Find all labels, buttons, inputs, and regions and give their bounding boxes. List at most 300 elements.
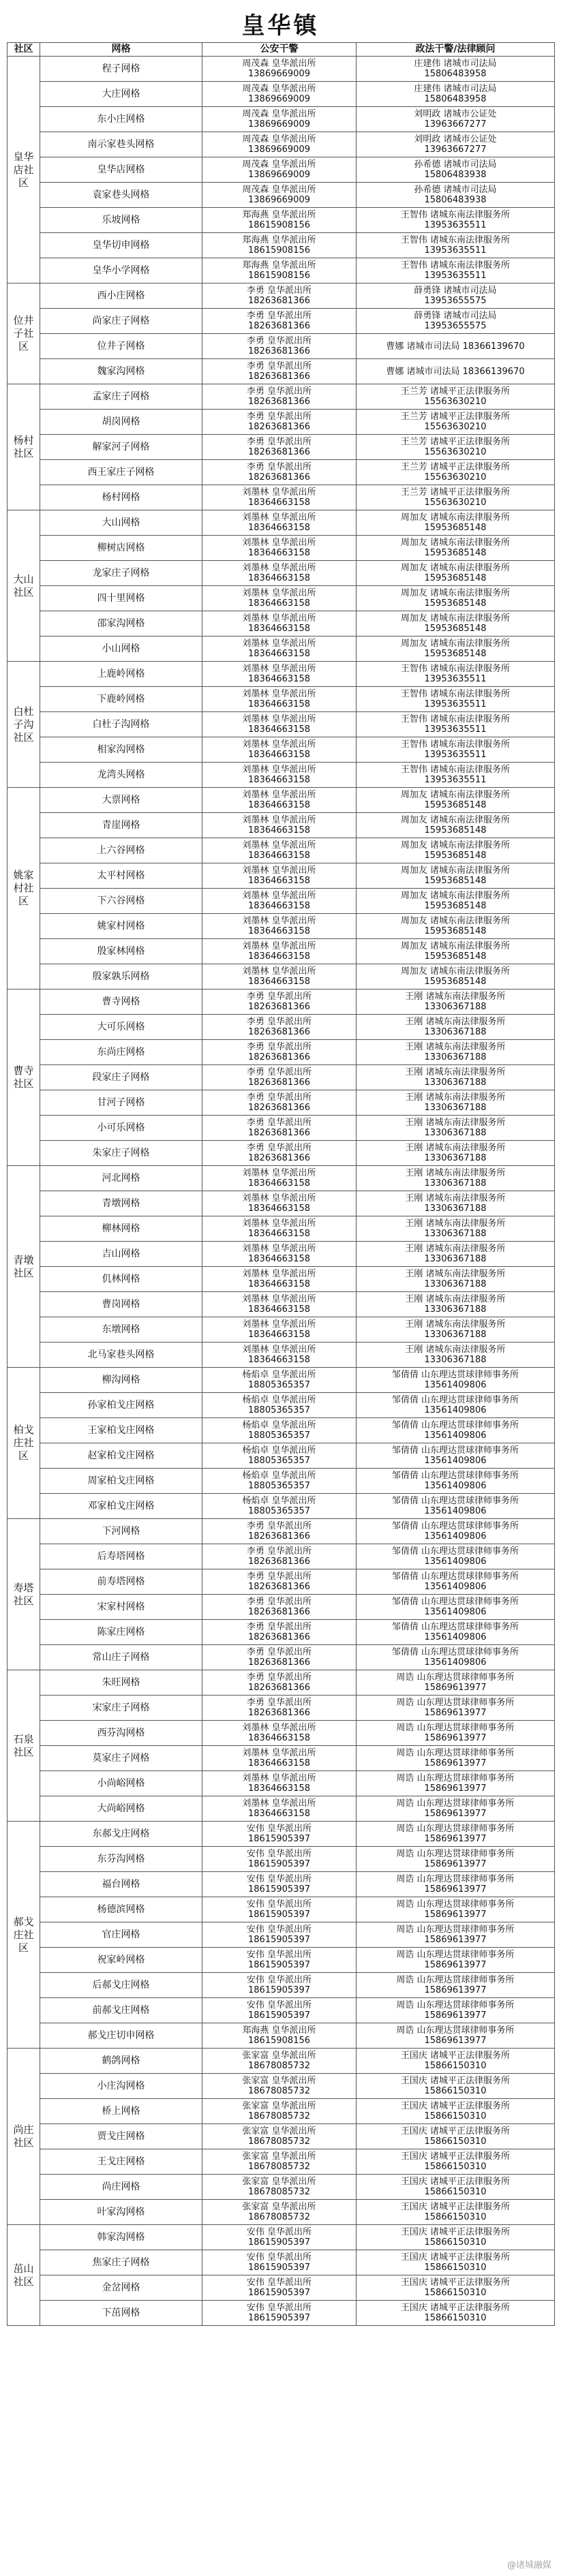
- police-officer-cell: [202, 1973, 357, 1998]
- officer-name-unit: 杨焰卓 皇华派出所: [242, 1420, 316, 1430]
- officer-name-unit: 张家富 皇华派出所: [242, 2126, 316, 2136]
- police-officer-cell: [202, 1494, 357, 1519]
- legal-advisor-cell: [357, 1216, 555, 1242]
- advisor-name-unit: 王刚 诸城东南法律服务所: [405, 1118, 506, 1128]
- police-officer-cell: [202, 82, 357, 107]
- police-officer-cell: [202, 2301, 357, 2326]
- officer-name-unit: 李勇 皇华派出所: [246, 1597, 312, 1607]
- table-row: [7, 208, 555, 233]
- phone-number: 15866150310: [424, 2263, 487, 2273]
- phone-number: 18263681366: [248, 1657, 310, 1668]
- officer-name-unit: 刘墨林 皇华派出所: [242, 1773, 316, 1783]
- police-officer-cell: [202, 1343, 357, 1368]
- advisor-name-unit: 周诰 山东理达贯球律师事务所: [396, 1723, 515, 1733]
- phone-number: 13953635511: [424, 245, 487, 256]
- officer-name-unit: 李勇 皇华派出所: [246, 1092, 312, 1103]
- table-row: [7, 1393, 555, 1418]
- phone-number: 13306367188: [424, 1052, 487, 1062]
- police-officer-cell: [202, 914, 357, 939]
- officer-name-unit: 刘墨林 皇华派出所: [242, 1294, 316, 1304]
- grid-name-cell: 后寿塔网格: [40, 1544, 202, 1569]
- officer-name-unit: 安伟 皇华派出所: [246, 2227, 312, 2237]
- table-row: [7, 813, 555, 838]
- phone-number: 15866150310: [424, 2111, 487, 2121]
- phone-number: 18364663158: [248, 1178, 310, 1189]
- officer-name-unit: 安伟 皇华派出所: [246, 1899, 312, 1910]
- phone-number: 13306367188: [424, 1128, 487, 1138]
- table-body: [7, 57, 555, 2326]
- phone-number: 15866150310: [424, 2187, 487, 2197]
- phone-number: 18615908156: [248, 2036, 310, 2046]
- advisor-name-unit: 邹倩倩 山东理达贯球律师事务所: [391, 1395, 519, 1405]
- phone-number: 18678085732: [248, 2136, 310, 2147]
- officer-name-unit: 刘墨林 皇华派出所: [242, 916, 316, 926]
- phone-number: 13561409806: [424, 1557, 487, 1567]
- phone-number: 15953685148: [424, 598, 487, 609]
- phone-number: 15953685148: [424, 523, 487, 533]
- table-row: [7, 1595, 555, 1620]
- advisor-name-unit: 刘明政 诸城市公证处: [414, 134, 497, 144]
- phone-number: 15869613977: [424, 1733, 487, 1743]
- phone-number: 15953685148: [424, 825, 487, 835]
- phone-number: 15806483938: [424, 195, 487, 205]
- officer-name-unit: 刘墨林 皇华派出所: [242, 1723, 316, 1733]
- table-row: [7, 2124, 555, 2149]
- phone-number: 15866150310: [424, 2313, 487, 2323]
- police-officer-cell: [202, 1796, 357, 1822]
- officer-name-unit: 郑海燕 皇华派出所: [242, 260, 316, 271]
- officer-name-unit: 李勇 皇华派出所: [246, 1143, 312, 1153]
- table-row: [7, 1040, 555, 1065]
- officer-name-unit: 刘墨林 皇华派出所: [242, 1218, 316, 1229]
- advisor-name-unit: 邹倩倩 山东理达贯球律师事务所: [391, 1571, 519, 1582]
- legal-advisor-cell: [357, 1696, 555, 1721]
- police-officer-cell: [202, 1645, 357, 1670]
- legal-advisor-cell: [357, 662, 555, 687]
- police-officer-cell: [202, 586, 357, 611]
- legal-advisor-cell: [357, 233, 555, 258]
- police-officer-cell: [202, 1015, 357, 1040]
- grid-name-cell: 赵家柏戈庄网格: [40, 1443, 202, 1469]
- grid-name-cell: 白杜子沟网格: [40, 712, 202, 737]
- phone-number: 15869613977: [424, 1985, 487, 1995]
- officer-name-unit: 张家富 皇华派出所: [242, 2101, 316, 2111]
- grid-name-cell: 金岔网格: [40, 2275, 202, 2301]
- phone-number: 13306367188: [424, 1103, 487, 1113]
- officer-name-unit: 安伟 皇华派出所: [246, 2303, 312, 2313]
- officer-name-unit: 李勇 皇华派出所: [246, 1647, 312, 1657]
- officer-name-unit: 刘墨林 皇华派出所: [242, 840, 316, 850]
- grid-name-cell: 大庄网格: [40, 82, 202, 107]
- phone-number: 18364663158: [248, 674, 310, 684]
- legal-advisor-cell: [357, 863, 555, 889]
- table-row: [7, 1948, 555, 1973]
- officer-name-unit: 李勇 皇华派出所: [246, 311, 312, 321]
- phone-number: 15866150310: [424, 2288, 487, 2298]
- table-row: [7, 1796, 555, 1822]
- officer-name-unit: 刘墨林 皇华派出所: [242, 790, 316, 800]
- phone-number: 15953685148: [424, 624, 487, 634]
- grid-name-cell: 孟家庄子网格: [40, 384, 202, 410]
- table-row: [7, 889, 555, 914]
- advisor-name-unit: 王刚 诸城东南法律服务所: [405, 1168, 506, 1178]
- officer-name-unit: 郑海燕 皇华派出所: [242, 235, 316, 245]
- phone-number: 13561409806: [424, 1456, 487, 1466]
- grid-name-cell: 邓家柏戈庄网格: [40, 1494, 202, 1519]
- table-row: [7, 1620, 555, 1645]
- grid-name-cell: 曹寺网格: [40, 990, 202, 1015]
- grid-name-cell: 大可乐网格: [40, 1015, 202, 1040]
- advisor-name-unit: 邹倩倩 山东理达贯球律师事务所: [391, 1496, 519, 1506]
- officer-name-unit: 刘墨林 皇华派出所: [242, 891, 316, 901]
- police-officer-cell: [202, 2099, 357, 2124]
- officer-name-unit: 安伟 皇华派出所: [246, 1925, 312, 1935]
- phone-number: 15953685148: [424, 876, 487, 886]
- phone-number: 13561409806: [424, 1582, 487, 1592]
- phone-number: 18364663158: [248, 1229, 310, 1239]
- phone-number: 13869669009: [248, 170, 310, 180]
- table-row: [7, 1746, 555, 1771]
- police-officer-cell: [202, 1317, 357, 1343]
- phone-number: 18615908156: [248, 245, 310, 256]
- legal-advisor-cell: [357, 1771, 555, 1796]
- grid-name-cell: 皇华店网格: [40, 157, 202, 183]
- table-row: [7, 1292, 555, 1317]
- grid-name-cell: 焦家庄子网格: [40, 2250, 202, 2275]
- officer-name-unit: 李勇 皇华派出所: [246, 336, 312, 346]
- police-officer-cell: [202, 435, 357, 460]
- phone-number: 18364663158: [248, 624, 310, 634]
- officer-name-unit: 杨焰卓 皇华派出所: [242, 1395, 316, 1405]
- grid-name-cell: 袁家巷头网格: [40, 183, 202, 208]
- officer-name-unit: 刘墨林 皇华派出所: [242, 1748, 316, 1758]
- legal-advisor-cell: [357, 1746, 555, 1771]
- police-officer-cell: [202, 1620, 357, 1645]
- officer-name-unit: 郑海燕 皇华派出所: [242, 210, 316, 220]
- phone-number: 15869613977: [424, 1809, 487, 1819]
- legal-advisor-cell: [357, 460, 555, 485]
- grid-name-cell: 吉山网格: [40, 1242, 202, 1267]
- phone-number: 18615905397: [248, 2010, 310, 2021]
- grid-name-cell: 贾戈庄网格: [40, 2124, 202, 2149]
- phone-number: 13953635511: [424, 220, 487, 230]
- officer-name-unit: 安伟 皇华派出所: [246, 1849, 312, 1859]
- table-row: [7, 359, 555, 384]
- phone-number: 18615905397: [248, 1834, 310, 1844]
- advisor-name-unit: 王刚 诸城东南法律服务所: [405, 1017, 506, 1027]
- phone-number: 18615908156: [248, 220, 310, 230]
- table-header-row: [7, 43, 555, 57]
- advisor-name-unit: 王智伟 诸城东南法律服务所: [400, 689, 511, 699]
- advisor-name-unit: 周诰 山东理达贯球律师事务所: [396, 1950, 515, 1960]
- grid-name-cell: 皇华切申网格: [40, 233, 202, 258]
- officer-name-unit: 刘墨林 皇华派出所: [242, 739, 316, 750]
- grid-name-cell: 胡岗网格: [40, 410, 202, 435]
- phone-number: 13953635511: [424, 775, 487, 785]
- legal-advisor-cell: [357, 1796, 555, 1822]
- phone-number: 18364663158: [248, 977, 310, 987]
- phone-number: 18263681366: [248, 296, 310, 306]
- phone-number: 18615905397: [248, 1960, 310, 1970]
- police-officer-cell: [202, 410, 357, 435]
- grid-name-cell: 柳林网格: [40, 1216, 202, 1242]
- police-officer-cell: [202, 1948, 357, 1973]
- community-cell: 位井子社区: [7, 283, 40, 384]
- grid-name-cell: 龙家庄子网格: [40, 561, 202, 586]
- legal-advisor-cell: [357, 813, 555, 838]
- advisor-name-unit: 王国庆 诸城平正法律服务所: [400, 2227, 511, 2237]
- police-officer-cell: [202, 1469, 357, 1494]
- legal-advisor-cell: [357, 561, 555, 586]
- table-row: [7, 510, 555, 536]
- table-row: [7, 737, 555, 763]
- table-row: [7, 183, 555, 208]
- advisor-name-unit: 王刚 诸城东南法律服务所: [405, 1067, 506, 1077]
- advisor-name-unit: 周诰 山东理达贯球律师事务所: [396, 1748, 515, 1758]
- legal-advisor-cell: [357, 2250, 555, 2275]
- phone-number: 15953685148: [424, 850, 487, 861]
- police-officer-cell: [202, 964, 357, 990]
- phone-number: 18615905397: [248, 1985, 310, 1995]
- table-row: [7, 914, 555, 939]
- officer-name-unit: 李勇 皇华派出所: [246, 1118, 312, 1128]
- table-row: [7, 637, 555, 662]
- phone-number: 15563630210: [424, 422, 487, 432]
- phone-number: 15563630210: [424, 472, 487, 482]
- advisor-name-unit: 王国庆 诸城平正法律服务所: [400, 2101, 511, 2111]
- phone-number: 18678085732: [248, 2061, 310, 2071]
- officer-name-unit: 刘墨林 皇华派出所: [242, 714, 316, 724]
- table-row: [7, 2275, 555, 2301]
- advisor-name-unit: 王智伟 诸城东南法律服务所: [400, 714, 511, 724]
- phone-number: 15869613977: [424, 2036, 487, 2046]
- advisor-name-unit: 王刚 诸城东南法律服务所: [405, 1193, 506, 1203]
- table-row: [7, 2049, 555, 2074]
- phone-number: 13561409806: [424, 1430, 487, 1441]
- advisor-name-unit: 王兰芳 诸城平正法律服务所: [400, 386, 511, 397]
- phone-number: 13306367188: [424, 1304, 487, 1315]
- police-officer-cell: [202, 57, 357, 82]
- phone-number: 13561409806: [424, 1607, 487, 1617]
- advisor-name-unit: 王刚 诸城东南法律服务所: [405, 1319, 506, 1330]
- advisor-name-unit: 王刚 诸城东南法律服务所: [405, 1042, 506, 1052]
- officer-name-unit: 安伟 皇华派出所: [246, 1975, 312, 1985]
- phone-number: 13306367188: [424, 1229, 487, 1239]
- phone-number: 15953685148: [424, 573, 487, 583]
- legal-advisor-cell: [357, 107, 555, 132]
- legal-advisor-cell: [357, 1544, 555, 1569]
- table-row: [7, 132, 555, 157]
- grid-name-cell: 皇华小学网格: [40, 258, 202, 283]
- grid-name-cell: 陈家庄网格: [40, 1620, 202, 1645]
- police-officer-cell: [202, 2250, 357, 2275]
- legal-advisor-cell: [357, 2124, 555, 2149]
- community-cell: 青墩社区: [7, 1166, 40, 1368]
- advisor-name-unit: 周诰 山东理达贯球律师事务所: [396, 1672, 515, 1683]
- police-officer-cell: [202, 838, 357, 863]
- advisor-name-unit: 邹倩倩 山东理达贯球律师事务所: [391, 1647, 519, 1657]
- grid-name-cell: 相家沟网格: [40, 737, 202, 763]
- community-cell: 大山社区: [7, 510, 40, 662]
- phone-number: 18364663158: [248, 951, 310, 962]
- police-officer-cell: [202, 208, 357, 233]
- officer-name-unit: 刘墨林 皇华派出所: [242, 1798, 316, 1809]
- community-cell: 茁山社区: [7, 2225, 40, 2326]
- table-row: [7, 1670, 555, 1696]
- police-officer-cell: [202, 183, 357, 208]
- officer-name-unit: 安伟 皇华派出所: [246, 2278, 312, 2288]
- phone-number: 18263681366: [248, 1632, 310, 1642]
- phone-number: 15869613977: [424, 1960, 487, 1970]
- legal-advisor-cell: [357, 1343, 555, 1368]
- table-row: [7, 1494, 555, 1519]
- grid-name-cell: 龙湾头网格: [40, 763, 202, 788]
- phone-number: 18364663158: [248, 800, 310, 810]
- grid-name-cell: 乐坡网格: [40, 208, 202, 233]
- officer-name-unit: 刘墨林 皇华派出所: [242, 538, 316, 548]
- officer-name-unit: 周茂森 皇华派出所: [242, 84, 316, 94]
- table-row: [7, 1922, 555, 1948]
- advisor-name-unit: 王兰芳 诸城平正法律服务所: [400, 437, 511, 447]
- officer-name-unit: 刘墨林 皇华派出所: [242, 664, 316, 674]
- legal-advisor-cell: [357, 712, 555, 737]
- table-row: [7, 1998, 555, 2023]
- phone-number: 13561409806: [424, 1481, 487, 1491]
- phone-number: 13561409806: [424, 1380, 487, 1390]
- grid-name-cell: 鹤鸽网格: [40, 2049, 202, 2074]
- advisor-name-unit: 王国庆 诸城平正法律服务所: [400, 2303, 511, 2313]
- advisor-name-unit: 王刚 诸城东南法律服务所: [405, 1294, 506, 1304]
- police-officer-cell: [202, 258, 357, 283]
- grid-name-cell: 小可乐网格: [40, 1116, 202, 1141]
- officer-name-unit: 刘墨林 皇华派出所: [242, 1168, 316, 1178]
- phone-number: 18364663158: [248, 573, 310, 583]
- grid-name-cell: 殷家林网格: [40, 939, 202, 964]
- police-officer-cell: [202, 1191, 357, 1216]
- phone-number: 13306367188: [424, 1077, 487, 1088]
- police-officer-cell: [202, 737, 357, 763]
- phone-number: 13953635511: [424, 699, 487, 709]
- grid-roster-table: [7, 42, 555, 2326]
- advisor-name-unit: 周加友 诸城东南法律服务所: [400, 916, 511, 926]
- phone-number: 13561409806: [424, 1405, 487, 1415]
- officer-name-unit: 周茂森 皇华派出所: [242, 109, 316, 119]
- officer-name-unit: 李勇 皇华派出所: [246, 462, 312, 472]
- phone-number: 15869613977: [424, 1910, 487, 1920]
- phone-number: 13869669009: [248, 69, 310, 79]
- grid-name-cell: 小庄沟网格: [40, 2074, 202, 2099]
- community-cell: 白杜子沟社区: [7, 662, 40, 788]
- table-row: [7, 788, 555, 813]
- police-officer-cell: [202, 990, 357, 1015]
- advisor-name-unit: 曹娜 诸城市司法局 18366139670: [386, 366, 525, 377]
- legal-advisor-cell: [357, 435, 555, 460]
- police-officer-cell: [202, 359, 357, 384]
- grid-name-cell: 西芬沟网格: [40, 1721, 202, 1746]
- police-officer-cell: [202, 939, 357, 964]
- police-officer-cell: [202, 637, 357, 662]
- officer-name-unit: 安伟 皇华派出所: [246, 1874, 312, 1884]
- community-cell: 柏戈庄社区: [7, 1368, 40, 1519]
- phone-number: 18678085732: [248, 2111, 310, 2121]
- phone-number: 15953685148: [424, 800, 487, 810]
- grid-name-cell: 青崖网格: [40, 813, 202, 838]
- grid-name-cell: 常山庄子网格: [40, 1645, 202, 1670]
- table-row: [7, 1973, 555, 1998]
- officer-name-unit: 安伟 皇华派出所: [246, 1950, 312, 1960]
- table-row: [7, 1897, 555, 1922]
- legal-advisor-cell: [357, 2275, 555, 2301]
- grid-name-cell: 王家柏戈庄网格: [40, 1418, 202, 1443]
- phone-number: 18615905397: [248, 2313, 310, 2323]
- phone-number: 15563630210: [424, 497, 487, 508]
- advisor-name-unit: 王智伟 诸城东南法律服务所: [400, 664, 511, 674]
- advisor-name-unit: 邹倩倩 山东理达贯球律师事务所: [391, 1622, 519, 1632]
- officer-name-unit: 刘墨林 皇华派出所: [242, 563, 316, 573]
- phone-number: 18263681366: [248, 1582, 310, 1592]
- advisor-name-unit: 薛勇锋 诸城市司法局: [414, 286, 497, 296]
- legal-advisor-cell: [357, 2200, 555, 2225]
- grid-name-cell: 柳沟网格: [40, 1368, 202, 1393]
- advisor-name-unit: 周诰 山东理达贯球律师事务所: [396, 1798, 515, 1809]
- table-row: [7, 334, 555, 359]
- grid-name-cell: 朱家庄子网格: [40, 1141, 202, 1166]
- officer-name-unit: 刘墨林 皇华派出所: [242, 865, 316, 876]
- police-officer-cell: [202, 510, 357, 536]
- grid-name-cell: 大票网格: [40, 788, 202, 813]
- officer-name-unit: 安伟 皇华派出所: [246, 2252, 312, 2263]
- phone-number: 15866150310: [424, 2237, 487, 2248]
- table-row: [7, 1191, 555, 1216]
- grid-name-cell: 北马家巷头网格: [40, 1343, 202, 1368]
- table-row: [7, 1116, 555, 1141]
- advisor-name-unit: 王兰芳 诸城平正法律服务所: [400, 487, 511, 497]
- police-officer-cell: [202, 1519, 357, 1544]
- phone-number: 18364663158: [248, 1733, 310, 1743]
- phone-number: 18364663158: [248, 775, 310, 785]
- police-officer-cell: [202, 763, 357, 788]
- advisor-name-unit: 周诰 山东理达贯球律师事务所: [396, 1925, 515, 1935]
- police-officer-cell: [202, 1393, 357, 1418]
- officer-name-unit: 刘墨林 皇华派出所: [242, 639, 316, 649]
- legal-advisor-cell: [357, 2049, 555, 2074]
- officer-name-unit: 刘墨林 皇华派出所: [242, 1319, 316, 1330]
- phone-number: 18678085732: [248, 2212, 310, 2222]
- phone-number: 18364663158: [248, 825, 310, 835]
- grid-name-cell: 东郝戈庄网格: [40, 1822, 202, 1847]
- header-police: 公安干警: [202, 43, 357, 57]
- page-title: 皇华镇: [241, 12, 320, 40]
- advisor-name-unit: 周加友 诸城东南法律服务所: [400, 941, 511, 951]
- police-officer-cell: [202, 132, 357, 157]
- table-row: [7, 1872, 555, 1897]
- legal-advisor-cell: [357, 132, 555, 157]
- advisor-name-unit: 王智伟 诸城东南法律服务所: [400, 260, 511, 271]
- phone-number: 13306367188: [424, 1027, 487, 1037]
- table-row: [7, 2301, 555, 2326]
- advisor-name-unit: 王刚 诸城东南法律服务所: [405, 992, 506, 1002]
- police-officer-cell: [202, 1040, 357, 1065]
- legal-advisor-cell: [357, 1242, 555, 1267]
- legal-advisor-cell: [357, 208, 555, 233]
- table-row: [7, 561, 555, 586]
- phone-number: 18263681366: [248, 397, 310, 407]
- table-row: [7, 536, 555, 561]
- grid-name-cell: 河北网格: [40, 1166, 202, 1191]
- table-row: [7, 410, 555, 435]
- phone-number: 13306367188: [424, 1279, 487, 1289]
- advisor-name-unit: 周加友 诸城东南法律服务所: [400, 840, 511, 850]
